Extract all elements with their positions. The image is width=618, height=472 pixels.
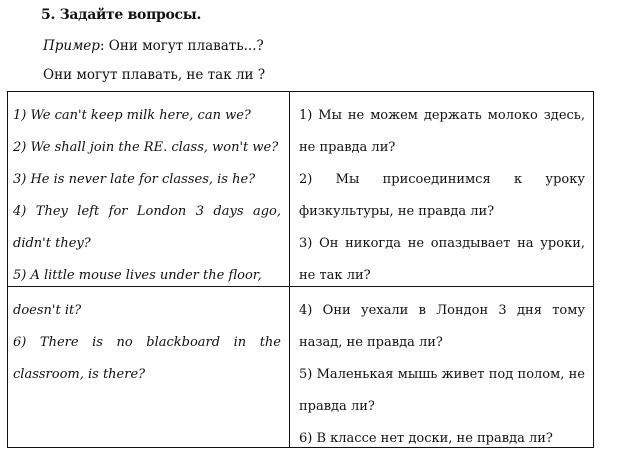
english-sentence-2: 2) We shall join the RE. class, won't we?	[13, 140, 279, 155]
russian-sentence-4: 4) Они уехали в Лондон 3 дня тому назад, не правда ли?	[299, 303, 585, 350]
russian-sentence-1: 1) Мы не можем держать молоко здесь, не правда ли?	[299, 108, 585, 155]
example-answer: Они могут плавать, не так ли ?	[43, 67, 266, 83]
english-cell-bottom	[13, 295, 281, 391]
exercise-table	[7, 91, 594, 448]
english-cell-top	[13, 100, 281, 292]
russian-cell-top	[299, 100, 585, 292]
english-sentence-3: 3) He is never late for classes, is he?	[13, 172, 256, 187]
exercise-heading: 5. Задайте вопросы.	[41, 7, 202, 23]
english-sentence-5-part-2: doesn't it?	[13, 303, 82, 318]
russian-sentence-3: 3) Он никогда не опаздывает на уроки, не так ли?	[299, 236, 585, 283]
russian-cell-bottom	[299, 295, 585, 455]
english-sentence-6: 6) There is no blackboard in the classroom, is there?	[13, 335, 281, 382]
english-sentence-5-part-1: 5) A little mouse lives under the floor,	[13, 268, 262, 283]
russian-sentence-5: 5) Маленькая мышь живет под полом, не правда ли?	[299, 367, 585, 414]
english-sentence-4: 4) They left for London 3 days ago, didn't they?	[13, 204, 281, 251]
russian-sentence-2: 2) Мы присоединимся к уроку физкультуры, не правда ли?	[299, 172, 585, 219]
column-divider	[289, 92, 290, 447]
example-text: : Они могут плавать...?	[99, 38, 264, 54]
example-label: Пример	[43, 38, 100, 54]
example-line	[43, 38, 264, 54]
english-sentence-1: 1) We can't keep milk here, can we?	[13, 108, 251, 123]
russian-sentence-6: 6) В классе нет доски, не правда ли?	[299, 431, 553, 446]
